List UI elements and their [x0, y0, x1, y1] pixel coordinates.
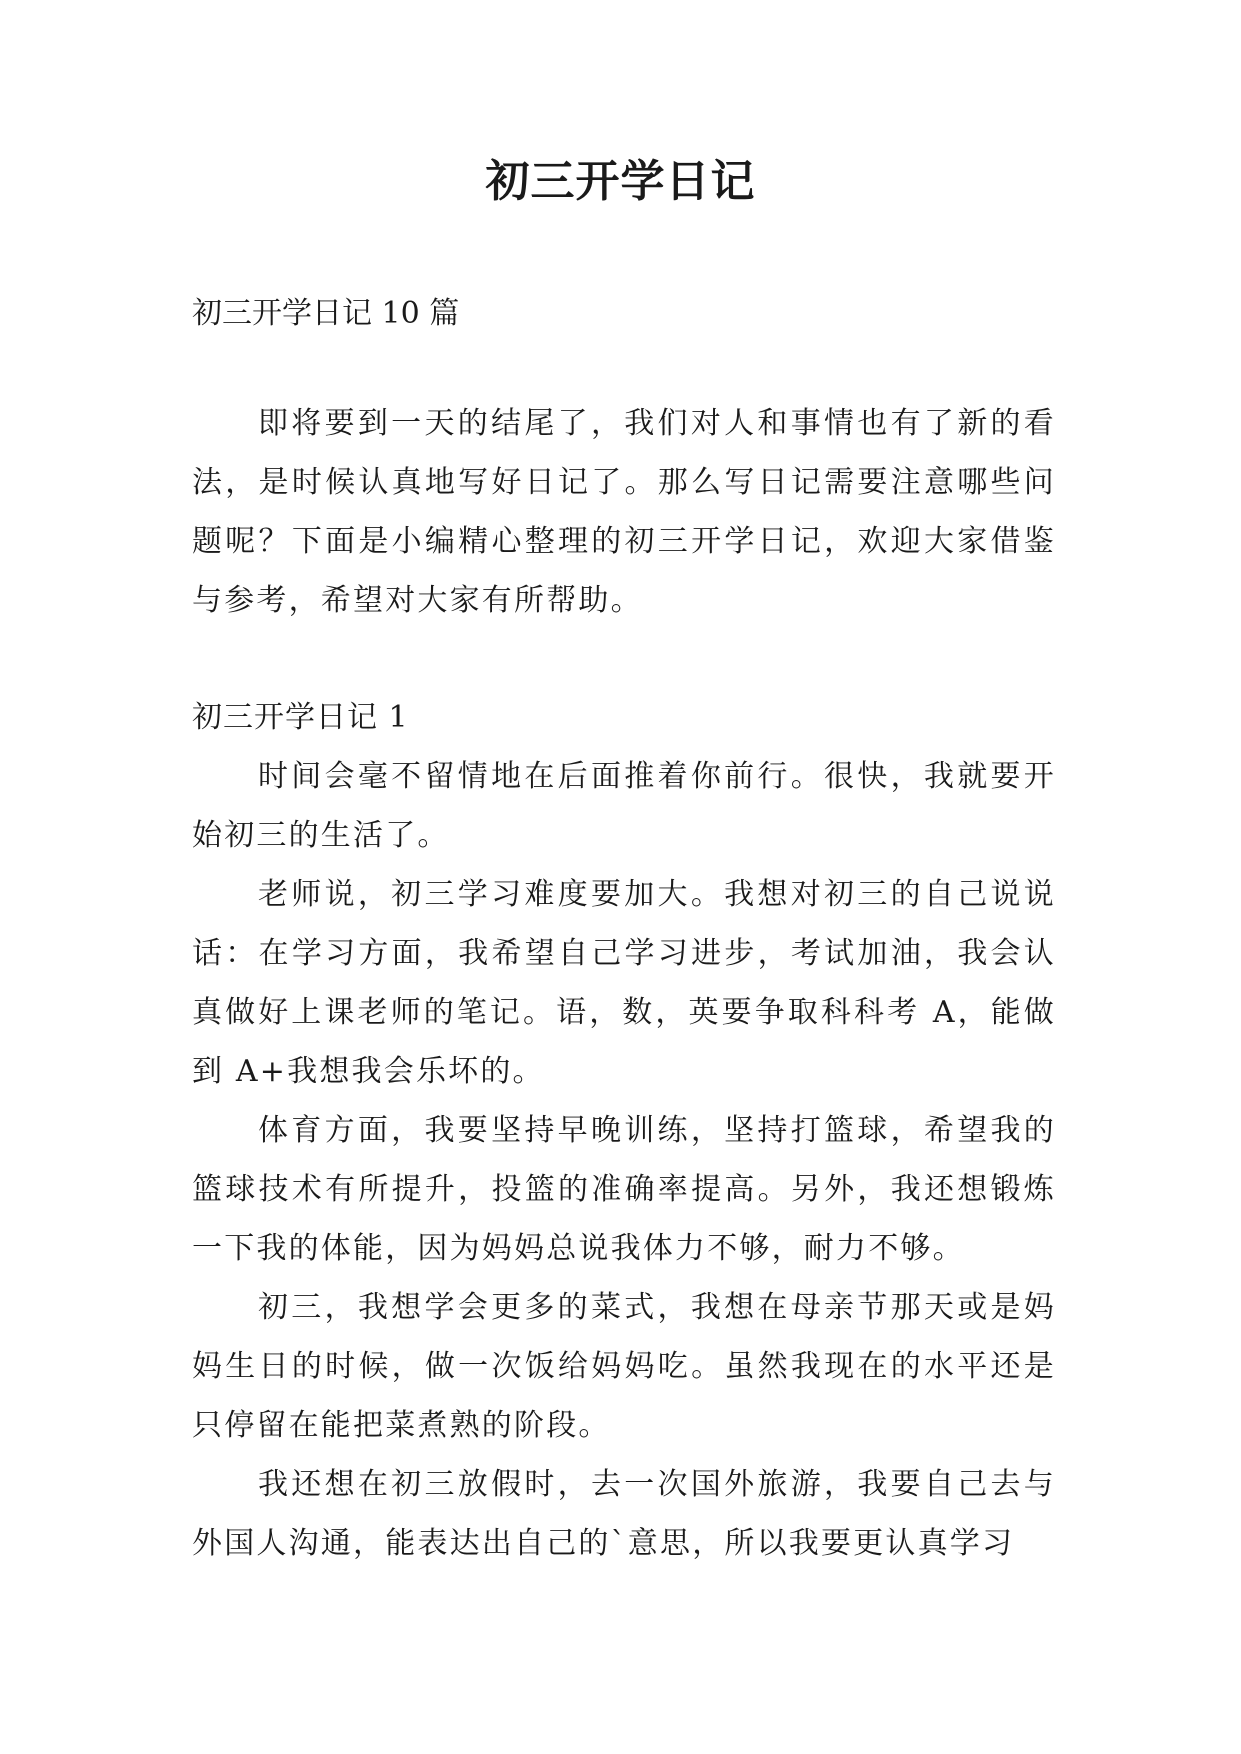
document-title: 初三开学日记	[485, 156, 756, 207]
section-heading: 初三开学日记 1	[192, 700, 409, 735]
body-paragraph-4: 初三，我想学会更多的菜式，我想在母亲节那天或是妈妈生日的时候，做一次饭给妈妈吃。虽然我现在的水平还是只停留在能把菜煮熟的阶段。	[192, 1290, 1056, 1443]
body-paragraph-2: 老师说，初三学习难度要加大。我想对初三的自己说说话：在学习方面，我希望自己学习进步，考试加油，我会认真做好上课老师的笔记。语，数，英要争取科科考 A，能做到 A+我想我会乐坏的。	[192, 877, 1056, 1089]
body-paragraph-5: 我还想在初三放假时，去一次国外旅游，我要自己去与外国人沟通，能表达出自己的`意思，所以我要更认真学习	[192, 1467, 1056, 1561]
body-paragraph-1: 时间会毫不留情地在后面推着你前行。很快，我就要开始初三的生活了。	[192, 759, 1056, 853]
intro-paragraph: 即将要到一天的结尾了，我们对人和事情也有了新的看法，是时候认真地写好日记了。那么写日记需要注意哪些问题呢？下面是小编精心整理的初三开学日记，欢迎大家借鉴与参考，希望对大家有所帮助。	[192, 406, 1056, 618]
body-paragraph-3: 体育方面，我要坚持早晚训练，坚持打篮球，希望我的篮球技术有所提升，投篮的准确率提高。另外，我还想锻炼一下我的体能，因为妈妈总说我体力不够，耐力不够。	[192, 1113, 1056, 1266]
document-body	[192, 290, 1056, 1573]
document-subtitle: 初三开学日记 10 篇	[192, 296, 460, 331]
